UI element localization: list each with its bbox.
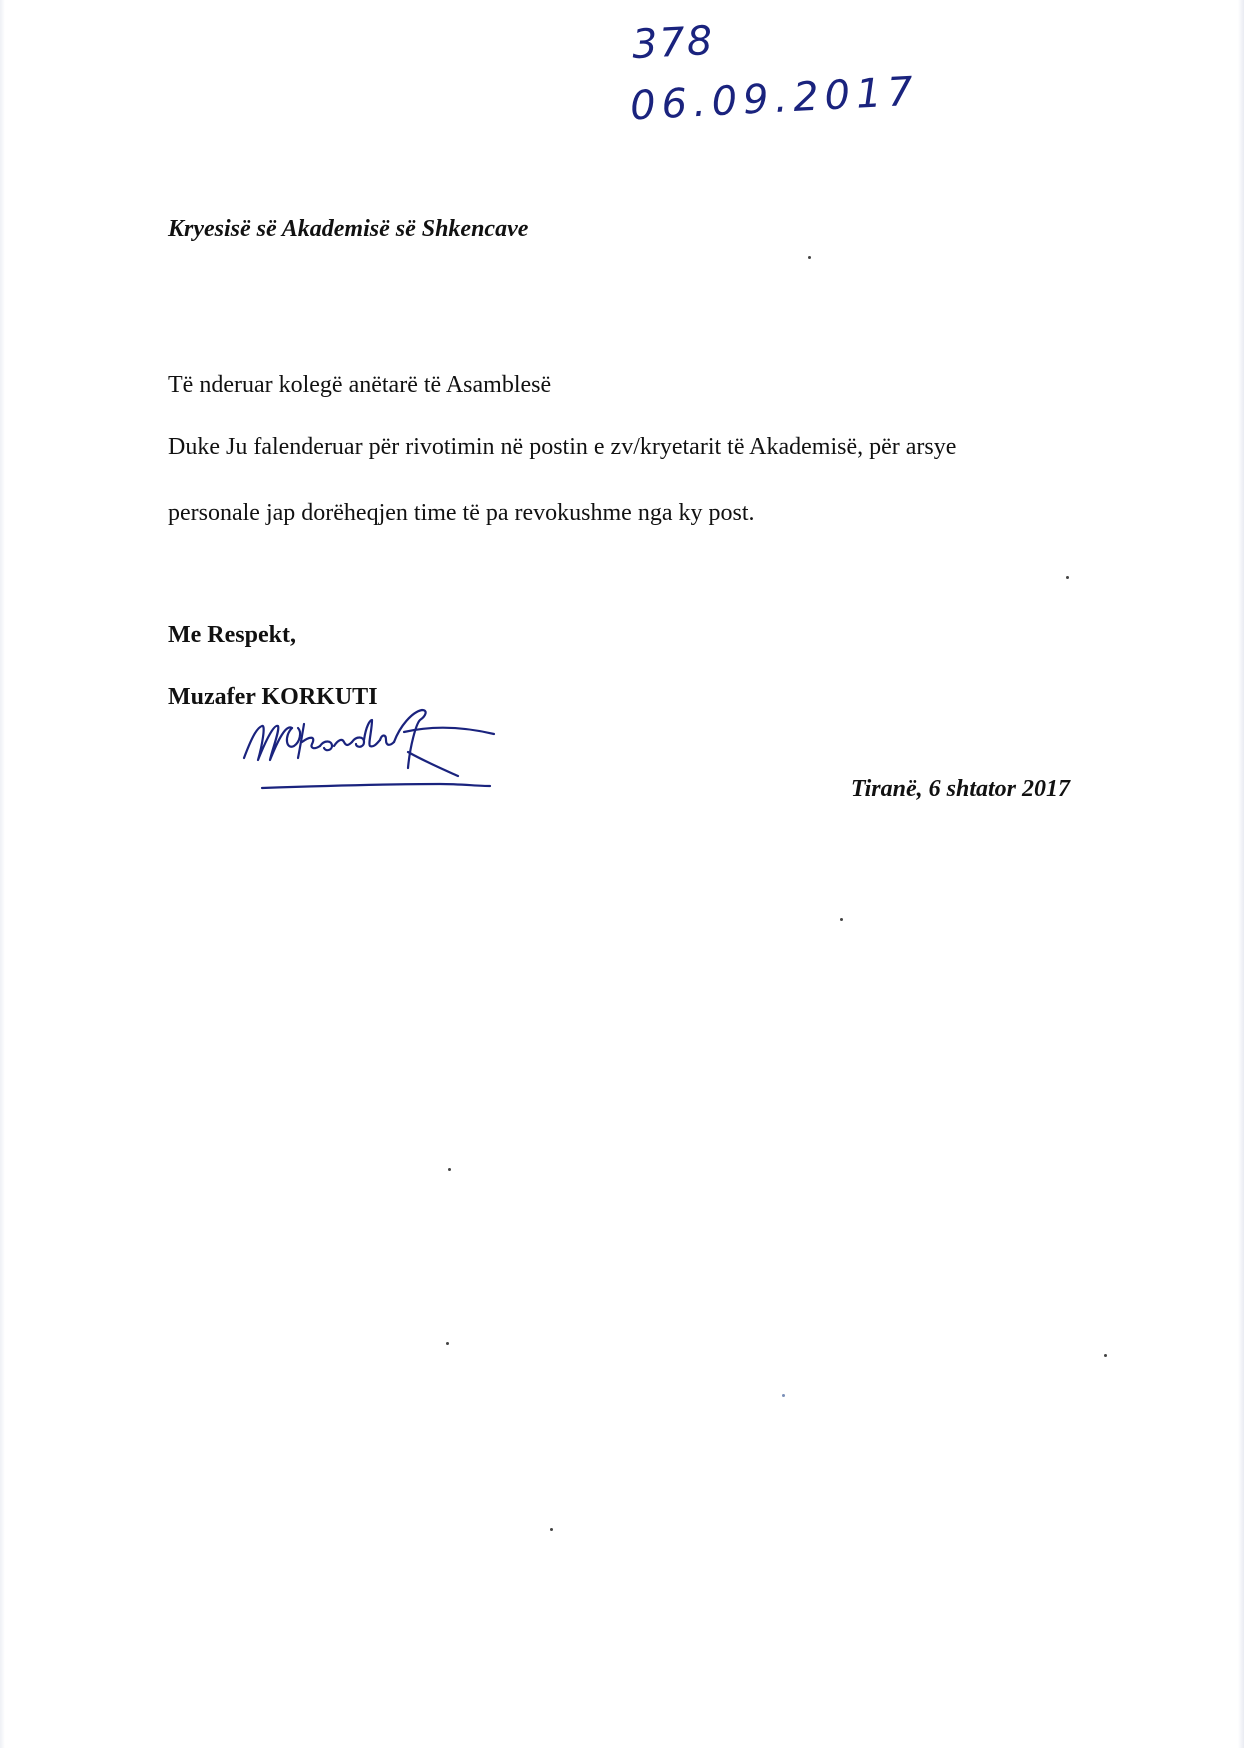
scan-speck <box>1066 576 1069 579</box>
scan-speck <box>808 256 811 259</box>
scan-speck <box>782 1394 785 1397</box>
scan-speck <box>446 1342 449 1345</box>
body-line-2: personale jap dorëheqjen time të pa revokushme nga ky post. <box>168 500 755 526</box>
body-line-1: Duke Ju falenderuar për rivotimin në postin e zv/kryetarit të Akademisë, për arsye <box>168 434 957 460</box>
closing: Me Respekt, <box>168 622 296 648</box>
scan-speck <box>1104 1354 1107 1357</box>
scan-speck <box>840 918 843 921</box>
handwritten-registration-date: 06.09.2017 <box>628 68 921 130</box>
scan-speck <box>448 1168 451 1171</box>
place-and-date: Tiranë, 6 shtator 2017 <box>850 776 1070 802</box>
signature-image <box>240 706 520 798</box>
salutation: Të nderuar kolegë anëtarë të Asamblesë <box>168 372 552 398</box>
recipient-line: Kryesisë së Akademisë së Shkencave <box>168 216 529 242</box>
scan-edge-right <box>1238 0 1244 1748</box>
scan-speck <box>550 1528 553 1531</box>
handwritten-registration-number: 378 <box>630 17 716 69</box>
signer-name: Muzafer KORKUTI <box>168 684 378 710</box>
scan-edge-left <box>0 0 5 1748</box>
